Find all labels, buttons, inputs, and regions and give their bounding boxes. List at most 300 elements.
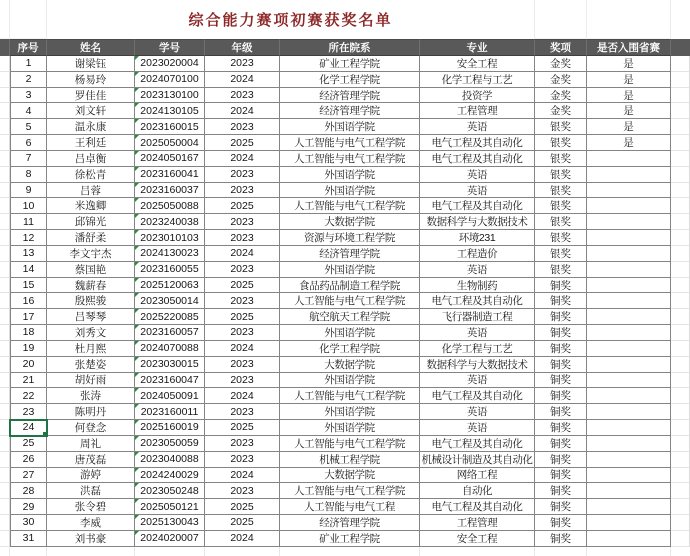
- cell-grade[interactable]: 2023: [205, 483, 280, 499]
- cell-student-id[interactable]: [135, 483, 205, 499]
- cell-college[interactable]: 大数据学院: [280, 357, 420, 373]
- stored-as-text-indicator-icon: [135, 230, 139, 234]
- cell-college[interactable]: 资源与环境工程学院: [280, 230, 420, 246]
- cell-major[interactable]: 自动化: [420, 483, 535, 499]
- cell-student-id[interactable]: [135, 325, 205, 341]
- cell-student-id[interactable]: [135, 151, 205, 167]
- cell-major[interactable]: 英语: [420, 373, 535, 389]
- table-row: [0, 483, 690, 499]
- column-header-qualified[interactable]: 是否入围省赛: [587, 39, 671, 56]
- cell-qualified[interactable]: [587, 246, 671, 262]
- cell-award[interactable]: 银奖: [535, 198, 587, 214]
- cell-no[interactable]: 17: [10, 309, 47, 325]
- table-row: [0, 278, 690, 294]
- cell-no[interactable]: 16: [10, 293, 47, 309]
- cell-award[interactable]: 铜奖: [535, 357, 587, 373]
- bottom-strip-cell: [420, 547, 535, 556]
- cell-no[interactable]: 8: [10, 167, 47, 183]
- cell-no[interactable]: 27: [10, 468, 47, 484]
- cell-award[interactable]: 铜奖: [535, 452, 587, 468]
- cell-qualified[interactable]: 是: [587, 135, 671, 151]
- cell-college[interactable]: 外国语学院: [280, 119, 420, 135]
- cell-award[interactable]: 银奖: [535, 246, 587, 262]
- cell-name[interactable]: 吕蓉: [47, 183, 135, 199]
- cell-no[interactable]: 13: [10, 246, 47, 262]
- bottom-strip-cell: [135, 547, 205, 556]
- row-left-margin: [0, 357, 10, 373]
- cell-award[interactable]: 铜奖: [535, 373, 587, 389]
- cell-major[interactable]: 投资学: [420, 88, 535, 104]
- cell-no[interactable]: 4: [10, 103, 47, 119]
- cell-college[interactable]: 航空航天工程学院: [280, 309, 420, 325]
- cell-major[interactable]: 电气工程及其自动化: [420, 499, 535, 515]
- cell-no[interactable]: 14: [10, 262, 47, 278]
- cell-grade[interactable]: 2023: [205, 436, 280, 452]
- row-right-margin: [671, 483, 690, 499]
- cell-no[interactable]: 6: [10, 135, 47, 151]
- cell-award[interactable]: 铜奖: [535, 483, 587, 499]
- cell-name[interactable]: 吕卓衡: [47, 151, 135, 167]
- cell-qualified[interactable]: [587, 183, 671, 199]
- student-id-text: 2024050167: [140, 152, 199, 165]
- cell-award[interactable]: 银奖: [535, 214, 587, 230]
- cell-name[interactable]: 米逸卿: [47, 198, 135, 214]
- cell-student-id[interactable]: [135, 468, 205, 484]
- cell-name[interactable]: 杨易玲: [47, 72, 135, 88]
- cell-student-id[interactable]: [135, 499, 205, 515]
- cell-no[interactable]: 5: [10, 119, 47, 135]
- cell-major[interactable]: 英语: [420, 420, 535, 436]
- cell-no[interactable]: 12: [10, 230, 47, 246]
- cell-qualified[interactable]: [587, 420, 671, 436]
- cell-grade[interactable]: 2023: [205, 183, 280, 199]
- cell-college[interactable]: 人工智能与电气工程学院: [280, 135, 420, 151]
- cell-no[interactable]: 29: [10, 499, 47, 515]
- cell-college[interactable]: 经济管理学院: [280, 88, 420, 104]
- cell-no[interactable]: 7: [10, 151, 47, 167]
- cell-major[interactable]: 电气工程及其自动化: [420, 436, 535, 452]
- cell-grade[interactable]: 2024: [205, 103, 280, 119]
- table-row: [0, 262, 690, 278]
- cell-student-id[interactable]: [135, 309, 205, 325]
- cell-student-id[interactable]: [135, 167, 205, 183]
- cell-award[interactable]: 铜奖: [535, 420, 587, 436]
- cell-no[interactable]: 30: [10, 515, 47, 531]
- cell-name[interactable]: 徐松青: [47, 167, 135, 183]
- cell-grade[interactable]: 2024: [205, 151, 280, 167]
- cell-name[interactable]: 胡好雨: [47, 373, 135, 389]
- cell-grade[interactable]: 2024: [205, 72, 280, 88]
- cell-grade[interactable]: 2023: [205, 167, 280, 183]
- cell-name[interactable]: 唐茂磊: [47, 452, 135, 468]
- row-right-margin: [671, 246, 690, 262]
- cell-name[interactable]: 刘秀文: [47, 325, 135, 341]
- cell-student-id[interactable]: [135, 436, 205, 452]
- cell-qualified[interactable]: [587, 483, 671, 499]
- cell-name[interactable]: 殷熙骏: [47, 293, 135, 309]
- cell-college[interactable]: 外国语学院: [280, 325, 420, 341]
- cell-qualified[interactable]: [587, 230, 671, 246]
- cell-name[interactable]: 杜月熙: [47, 341, 135, 357]
- cell-name[interactable]: 王利廷: [47, 135, 135, 151]
- row-left-margin: [0, 183, 10, 199]
- cell-student-id[interactable]: [135, 293, 205, 309]
- cell-no[interactable]: 25: [10, 436, 47, 452]
- cell-name[interactable]: 洪磊: [47, 483, 135, 499]
- cell-name[interactable]: 魏薪春: [47, 278, 135, 294]
- cell-qualified[interactable]: [587, 452, 671, 468]
- cell-major[interactable]: 英语: [420, 183, 535, 199]
- cell-college[interactable]: 人工智能与电气工程学院: [280, 151, 420, 167]
- cell-grade[interactable]: 2024: [205, 531, 280, 547]
- cell-qualified[interactable]: [587, 357, 671, 373]
- student-id-text: 2023160037: [140, 184, 199, 197]
- cell-qualified[interactable]: [587, 499, 671, 515]
- table-row: [0, 56, 690, 72]
- cell-name[interactable]: 李威: [47, 515, 135, 531]
- cell-name[interactable]: 刘书豪: [47, 531, 135, 547]
- cell-no[interactable]: 26: [10, 452, 47, 468]
- student-id-text: 2024130105: [140, 104, 199, 117]
- cell-award[interactable]: 铜奖: [535, 499, 587, 515]
- cell-no[interactable]: 21: [10, 373, 47, 389]
- cell-college[interactable]: 大数据学院: [280, 468, 420, 484]
- column-header-student-id[interactable]: 学号: [135, 39, 205, 56]
- cell-major[interactable]: 生物制药: [420, 278, 535, 294]
- cell-qualified[interactable]: [587, 167, 671, 183]
- cell-qualified[interactable]: [587, 325, 671, 341]
- cell-grade[interactable]: 2025: [205, 135, 280, 151]
- column-header-award[interactable]: 奖项: [535, 39, 587, 56]
- cell-student-id[interactable]: [135, 278, 205, 294]
- cell-award[interactable]: 铜奖: [535, 515, 587, 531]
- cell-student-id[interactable]: [135, 373, 205, 389]
- cell-college[interactable]: 人工智能与电气工程学院: [280, 483, 420, 499]
- row-right-margin: [671, 388, 690, 404]
- row-left-margin: [0, 119, 10, 135]
- cell-name[interactable]: 温永康: [47, 119, 135, 135]
- cell-major[interactable]: 英语: [420, 262, 535, 278]
- cell-student-id[interactable]: [135, 388, 205, 404]
- cell-qualified[interactable]: [587, 404, 671, 420]
- cell-grade[interactable]: 2023: [205, 230, 280, 246]
- table-row: [0, 452, 690, 468]
- cell-grade[interactable]: 2025: [205, 420, 280, 436]
- cell-award[interactable]: 铜奖: [535, 341, 587, 357]
- cell-grade[interactable]: 2023: [205, 293, 280, 309]
- cell-college[interactable]: 食品药品制造工程学院: [280, 278, 420, 294]
- cell-award[interactable]: 铜奖: [535, 388, 587, 404]
- cell-student-id[interactable]: [135, 88, 205, 104]
- cell-college[interactable]: 经济管理学院: [280, 515, 420, 531]
- cell-grade[interactable]: 2024: [205, 388, 280, 404]
- cell-college[interactable]: 外国语学院: [280, 420, 420, 436]
- cell-college[interactable]: 大数据学院: [280, 214, 420, 230]
- cell-award[interactable]: 铜奖: [535, 531, 587, 547]
- cell-award[interactable]: 铜奖: [535, 468, 587, 484]
- cell-grade[interactable]: 2025: [205, 499, 280, 515]
- column-header-major[interactable]: 专业: [420, 39, 535, 56]
- cell-major[interactable]: 英语: [420, 325, 535, 341]
- cell-qualified[interactable]: [587, 468, 671, 484]
- cell-qualified[interactable]: [587, 531, 671, 547]
- cell-award[interactable]: 银奖: [535, 135, 587, 151]
- cell-student-id[interactable]: [135, 246, 205, 262]
- cell-name[interactable]: 张涛: [47, 388, 135, 404]
- cell-college[interactable]: 外国语学院: [280, 373, 420, 389]
- cell-name[interactable]: 蔡国艳: [47, 262, 135, 278]
- cell-college[interactable]: 人工智能与电气工程学院: [280, 198, 420, 214]
- cell-student-id[interactable]: [135, 357, 205, 373]
- cell-college[interactable]: 外国语学院: [280, 262, 420, 278]
- cell-qualified[interactable]: 是: [587, 119, 671, 135]
- cell-award[interactable]: 铜奖: [535, 309, 587, 325]
- cell-student-id[interactable]: [135, 515, 205, 531]
- cell-major[interactable]: 飞行器制造工程: [420, 309, 535, 325]
- stored-as-text-indicator-icon: [135, 452, 139, 456]
- cell-no[interactable]: 1: [10, 56, 47, 72]
- row-left-margin: [0, 246, 10, 262]
- cell-major[interactable]: 数据科学与大数据技术: [420, 214, 535, 230]
- cell-award[interactable]: 金奖: [535, 103, 587, 119]
- cell-student-id[interactable]: [135, 119, 205, 135]
- cell-no[interactable]: 28: [10, 483, 47, 499]
- cell-award[interactable]: 铜奖: [535, 404, 587, 420]
- cell-grade[interactable]: 2023: [205, 404, 280, 420]
- cell-grade[interactable]: 2025: [205, 198, 280, 214]
- cell-award[interactable]: 银奖: [535, 262, 587, 278]
- cell-major[interactable]: 电气工程及其自动化: [420, 293, 535, 309]
- cell-no[interactable]: 20: [10, 357, 47, 373]
- cell-major[interactable]: 工程造价: [420, 246, 535, 262]
- cell-college[interactable]: 机械工程学院: [280, 452, 420, 468]
- cell-no[interactable]: 9: [10, 183, 47, 199]
- cell-major[interactable]: 工程管理: [420, 515, 535, 531]
- cell-qualified[interactable]: [587, 373, 671, 389]
- row-right-margin: [671, 341, 690, 357]
- cell-qualified[interactable]: 是: [587, 72, 671, 88]
- cell-student-id[interactable]: [135, 262, 205, 278]
- cell-no[interactable]: 11: [10, 214, 47, 230]
- table-row: [0, 183, 690, 199]
- cell-no[interactable]: 2: [10, 72, 47, 88]
- row-right-margin: [671, 404, 690, 420]
- cell-qualified[interactable]: [587, 388, 671, 404]
- table-row: [0, 198, 690, 214]
- column-header-college[interactable]: 所在院系: [280, 39, 420, 56]
- cell-award[interactable]: 银奖: [535, 119, 587, 135]
- student-id-text: 2023160011: [140, 405, 199, 418]
- row-left-margin: [0, 325, 10, 341]
- cell-no[interactable]: 3: [10, 88, 47, 104]
- cell-student-id[interactable]: [135, 531, 205, 547]
- cell-qualified[interactable]: 是: [587, 103, 671, 119]
- cell-name[interactable]: 游婷: [47, 468, 135, 484]
- cell-major[interactable]: 工程管理: [420, 103, 535, 119]
- cell-no[interactable]: 23: [10, 404, 47, 420]
- cell-major[interactable]: 化学工程与工艺: [420, 341, 535, 357]
- cell-major[interactable]: 英语: [420, 167, 535, 183]
- row-right-margin: [671, 531, 690, 547]
- column-header-grade[interactable]: 年级: [205, 39, 280, 56]
- cell-grade[interactable]: 2023: [205, 452, 280, 468]
- cell-grade[interactable]: 2023: [205, 56, 280, 72]
- cell-college[interactable]: 外国语学院: [280, 183, 420, 199]
- cell-student-id[interactable]: [135, 135, 205, 151]
- cell-award[interactable]: 银奖: [535, 151, 587, 167]
- cell-student-id[interactable]: [135, 56, 205, 72]
- cell-name[interactable]: 张令碧: [47, 499, 135, 515]
- cell-student-id[interactable]: [135, 452, 205, 468]
- cell-award[interactable]: 铜奖: [535, 436, 587, 452]
- stored-as-text-indicator-icon: [135, 420, 139, 424]
- cell-college[interactable]: 人工智能与电气工程: [280, 499, 420, 515]
- cell-name[interactable]: 陈明丹: [47, 404, 135, 420]
- cell-grade[interactable]: 2025: [205, 278, 280, 294]
- row-right-margin: [671, 357, 690, 373]
- cell-college[interactable]: 经济管理学院: [280, 103, 420, 119]
- cell-major[interactable]: 电气工程及其自动化: [420, 135, 535, 151]
- table-row: [0, 103, 690, 119]
- cell-qualified[interactable]: [587, 278, 671, 294]
- table-row: [0, 135, 690, 151]
- cell-college[interactable]: 人工智能与电气工程学院: [280, 388, 420, 404]
- cell-grade[interactable]: 2023: [205, 325, 280, 341]
- cell-name[interactable]: 潘舒柔: [47, 230, 135, 246]
- cell-no[interactable]: 10: [10, 198, 47, 214]
- cell-name[interactable]: 刘文轩: [47, 103, 135, 119]
- cell-name[interactable]: 李文宇杰: [47, 246, 135, 262]
- cell-major[interactable]: 机械设计制造及其自动化: [420, 452, 535, 468]
- stored-as-text-indicator-icon: [135, 468, 139, 472]
- cell-college[interactable]: 人工智能与电气工程学院: [280, 293, 420, 309]
- stored-as-text-indicator-icon: [135, 88, 139, 92]
- column-header-no[interactable]: 序号: [10, 39, 47, 56]
- cell-grade[interactable]: 2023: [205, 88, 280, 104]
- cell-major[interactable]: 安全工程: [420, 56, 535, 72]
- cell-major[interactable]: 电气工程及其自动化: [420, 388, 535, 404]
- cell-major[interactable]: 英语: [420, 119, 535, 135]
- cell-award[interactable]: 银奖: [535, 183, 587, 199]
- cell-qualified[interactable]: [587, 341, 671, 357]
- cell-student-id[interactable]: [135, 72, 205, 88]
- cell-no[interactable]: 31: [10, 531, 47, 547]
- cell-grade[interactable]: 2024: [205, 246, 280, 262]
- cell-name[interactable]: 周礼: [47, 436, 135, 452]
- cell-major[interactable]: 电气工程及其自动化: [420, 151, 535, 167]
- cell-student-id[interactable]: [135, 183, 205, 199]
- cell-major[interactable]: 环境231: [420, 230, 535, 246]
- row-left-margin: [0, 531, 10, 547]
- cell-student-id[interactable]: [135, 341, 205, 357]
- cell-grade[interactable]: 2023: [205, 214, 280, 230]
- student-id-text: 2025050004: [140, 136, 199, 149]
- cell-grade[interactable]: 2023: [205, 357, 280, 373]
- cell-name[interactable]: 罗佳佳: [47, 88, 135, 104]
- student-id-text: 2025220085: [140, 310, 199, 323]
- cell-college[interactable]: 外国语学院: [280, 404, 420, 420]
- page-title[interactable]: 综合能力赛项初赛获奖名单: [47, 0, 535, 39]
- cell-award[interactable]: 铜奖: [535, 325, 587, 341]
- row-left-margin: [0, 373, 10, 389]
- cell-no[interactable]: 15: [10, 278, 47, 294]
- cell-student-id[interactable]: [135, 214, 205, 230]
- cell-qualified[interactable]: [587, 515, 671, 531]
- cell-qualified[interactable]: [587, 293, 671, 309]
- cell-grade[interactable]: 2025: [205, 309, 280, 325]
- cell-award[interactable]: 铜奖: [535, 278, 587, 294]
- cell-no[interactable]: 22: [10, 388, 47, 404]
- cell-no[interactable]: 19: [10, 341, 47, 357]
- stored-as-text-indicator-icon: [135, 56, 139, 60]
- student-id-text: 2023020004: [140, 57, 199, 70]
- cell-major[interactable]: 英语: [420, 404, 535, 420]
- cell-major[interactable]: 网络工程: [420, 468, 535, 484]
- cell-grade[interactable]: 2023: [205, 119, 280, 135]
- cell-no[interactable]: 18: [10, 325, 47, 341]
- cell-award[interactable]: 铜奖: [535, 293, 587, 309]
- cell-award[interactable]: 银奖: [535, 230, 587, 246]
- cell-name[interactable]: 谢梁钰: [47, 56, 135, 72]
- cell-qualified[interactable]: [587, 309, 671, 325]
- header-left-margin: [0, 39, 10, 56]
- cell-major[interactable]: 数据科学与大数据技术: [420, 357, 535, 373]
- cell-major[interactable]: 安全工程: [420, 531, 535, 547]
- cell-student-id[interactable]: [135, 404, 205, 420]
- cell-grade[interactable]: 2023: [205, 262, 280, 278]
- cell-name[interactable]: 何登念: [47, 420, 135, 436]
- cell-qualified[interactable]: 是: [587, 56, 671, 72]
- cell-award[interactable]: 金奖: [535, 88, 587, 104]
- cell-college[interactable]: 人工智能与电气工程学院: [280, 436, 420, 452]
- column-header-name[interactable]: 姓名: [47, 39, 135, 56]
- cell-major[interactable]: 化学工程与工艺: [420, 72, 535, 88]
- cell-college[interactable]: 矿业工程学院: [280, 531, 420, 547]
- stored-as-text-indicator-icon: [135, 198, 139, 202]
- cell-name[interactable]: 张楚姿: [47, 357, 135, 373]
- title-row-left-margin: [0, 0, 10, 39]
- cell-grade[interactable]: 2024: [205, 468, 280, 484]
- cell-qualified[interactable]: [587, 214, 671, 230]
- cell-qualified[interactable]: [587, 436, 671, 452]
- cell-award[interactable]: 金奖: [535, 56, 587, 72]
- cell-college[interactable]: 化学工程学院: [280, 72, 420, 88]
- cell-college[interactable]: 经济管理学院: [280, 246, 420, 262]
- cell-qualified[interactable]: [587, 262, 671, 278]
- cell-grade[interactable]: 2024: [205, 341, 280, 357]
- stored-as-text-indicator-icon: [135, 373, 139, 377]
- cell-college[interactable]: 外国语学院: [280, 167, 420, 183]
- cell-student-id[interactable]: [135, 198, 205, 214]
- cell-student-id[interactable]: [135, 420, 205, 436]
- cell-award[interactable]: 金奖: [535, 72, 587, 88]
- cell-grade[interactable]: 2025: [205, 515, 280, 531]
- cell-qualified[interactable]: [587, 198, 671, 214]
- cell-grade[interactable]: 2023: [205, 373, 280, 389]
- cell-student-id[interactable]: [135, 230, 205, 246]
- cell-name[interactable]: 邱锦光: [47, 214, 135, 230]
- cell-college[interactable]: 化学工程学院: [280, 341, 420, 357]
- cell-qualified[interactable]: 是: [587, 88, 671, 104]
- cell-name[interactable]: 吕琴琴: [47, 309, 135, 325]
- cell-qualified[interactable]: [587, 151, 671, 167]
- cell-award[interactable]: 银奖: [535, 167, 587, 183]
- title-row-no-column: [10, 0, 47, 39]
- cell-no[interactable]: 24: [10, 420, 47, 436]
- cell-student-id[interactable]: [135, 103, 205, 119]
- cell-college[interactable]: 矿业工程学院: [280, 56, 420, 72]
- cell-major[interactable]: 电气工程及其自动化: [420, 198, 535, 214]
